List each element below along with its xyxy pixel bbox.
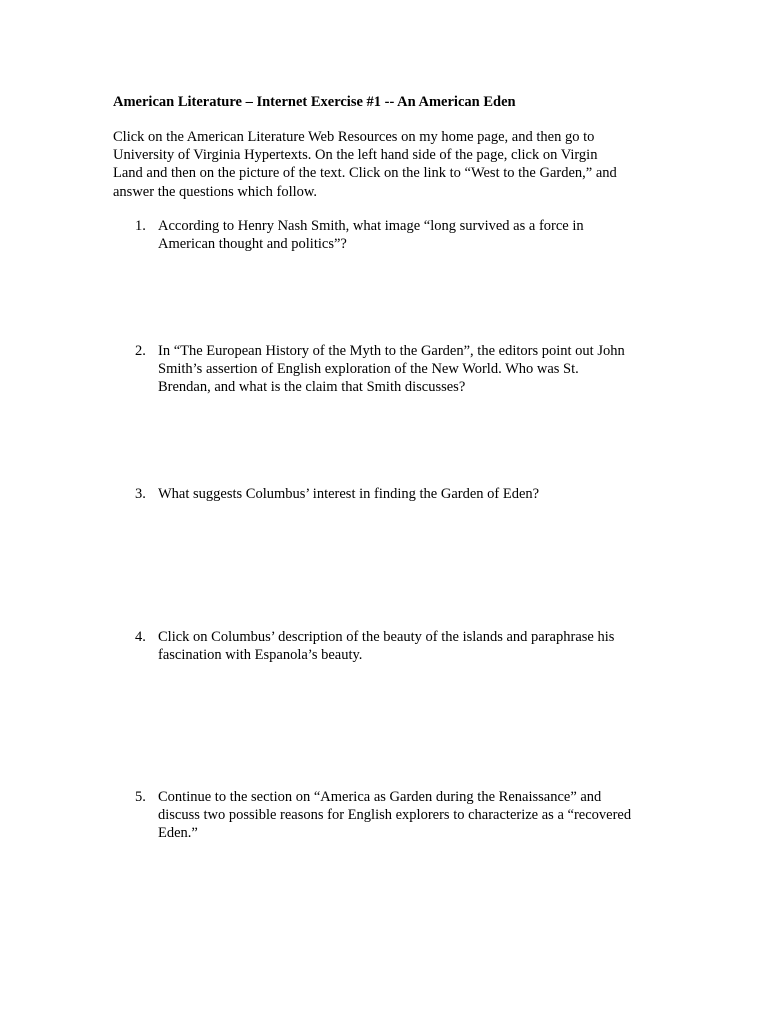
- question-line: In “The European History of the Myth to the Garden”, the editors point out John: [158, 343, 625, 359]
- question-line: Smith’s assertion of English exploration of the New World. Who was St.: [158, 361, 579, 378]
- instructions-line: University of Virginia Hypertexts. On the left hand side of the page, click on Virgin: [113, 147, 598, 164]
- question-number: 5.: [135, 789, 146, 805]
- question-line: discuss two possible reasons for English explorers to characterize as a “recovered: [158, 807, 632, 824]
- question-text: [158, 217, 668, 253]
- question-line: fascination with Espanola’s beauty.: [158, 647, 363, 664]
- question-number: 4.: [135, 629, 146, 645]
- question-number: 1.: [135, 218, 146, 234]
- instructions-line: Land and then on the picture of the text. Click on the link to “West to the Garden,” and: [113, 165, 617, 182]
- instructions-line: answer the questions which follow.: [113, 183, 318, 200]
- question-text: [158, 788, 668, 843]
- question-line: Click on Columbus’ description of the beauty of the islands and paraphrase his: [158, 629, 615, 645]
- question-number: 2.: [135, 343, 146, 359]
- question-line: Brendan, and what is the claim that Smith discusses?: [158, 379, 466, 396]
- instructions-paragraph: [113, 128, 653, 201]
- question-line: Continue to the section on “America as Garden during the Renaissance” and: [158, 789, 602, 805]
- question-line: Eden.”: [158, 825, 198, 842]
- question-line: What suggests Columbus’ interest in finding the Garden of Eden?: [158, 486, 540, 502]
- question-line: American thought and politics”?: [158, 236, 347, 253]
- instructions-line: Click on the American Literature Web Resources on my home page, and then go to: [113, 129, 595, 145]
- question-text: [158, 342, 668, 397]
- question-line: According to Henry Nash Smith, what image “long survived as a force in: [158, 218, 584, 234]
- question-text: [158, 628, 668, 664]
- question-text: [158, 485, 668, 503]
- question-number: 3.: [135, 486, 146, 502]
- document-title: American Literature – Internet Exercise #1 -- An American Eden: [113, 94, 516, 110]
